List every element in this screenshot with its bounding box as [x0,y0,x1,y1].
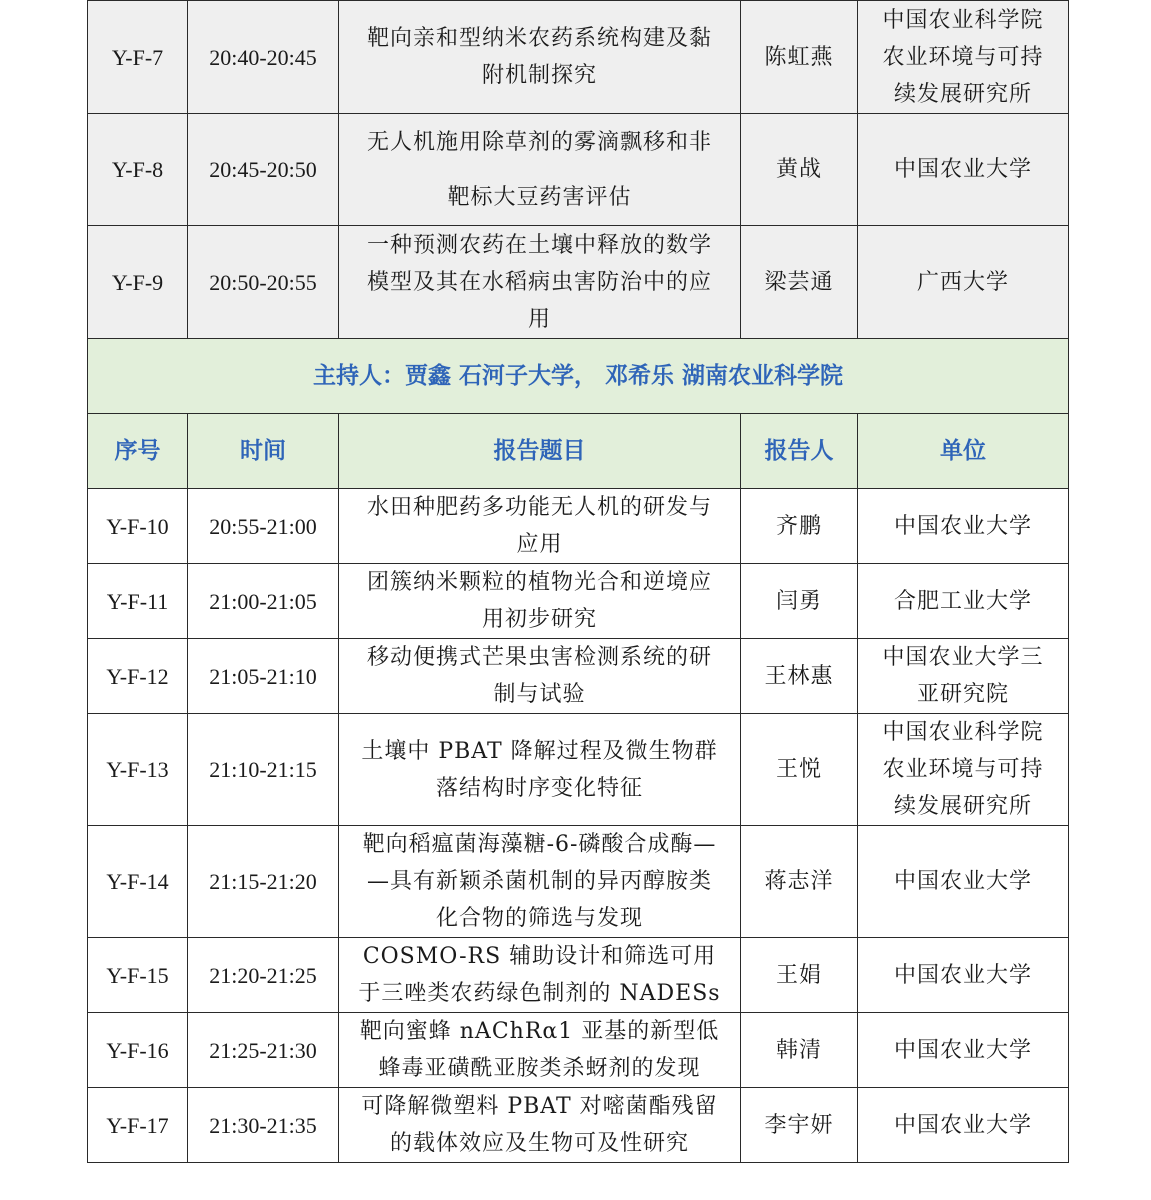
row-time: 21:05-21:10 [188,639,339,714]
table-row [88,714,1069,826]
row-title [339,938,741,1013]
row-organization [858,1013,1069,1088]
header-organization: 单位 [858,414,1069,489]
host-row [88,339,1069,414]
org-line: 农业环境与可持 [882,44,1044,70]
title-line: 靶向亲和型纳米农药系统构建及黏 [366,26,712,51]
row-number: Y-F-10 [88,489,188,564]
row-number: Y-F-12 [88,639,188,714]
title-line: COSMO-RS 辅助设计和筛选可用 [362,944,717,969]
title-line: 的载体效应及生物可及性研究 [389,1131,689,1156]
schedule-table [87,0,1069,1163]
row-number: Y-F-16 [88,1013,188,1088]
table-row [88,564,1069,639]
row-time: 21:10-21:15 [188,714,339,826]
row-title [339,639,741,714]
title-line: 移动便携式芒果虫害检测系统的研 [366,645,712,670]
title-line: 模型及其在水稻病虫害防治中的应 [366,269,712,295]
row-organization [858,226,1069,339]
row-title [339,226,741,339]
row-speaker: 王娟 [741,938,858,1013]
row-speaker: 黄战 [741,114,858,226]
row-organization [858,114,1069,226]
header-row [88,414,1069,489]
row-number: Y-F-15 [88,938,188,1013]
table-row [88,1013,1069,1088]
title-line: 蜂毒亚磺酰亚胺类杀蚜剂的发现 [378,1056,701,1081]
table-row [88,489,1069,564]
row-speaker: 齐鹏 [741,489,858,564]
org-line: 广西大学 [916,269,1009,295]
org-line: 亚研究院 [916,682,1009,707]
header-number: 序号 [88,414,188,489]
row-speaker: 陈虹燕 [741,1,858,114]
title-line: 应用 [516,532,563,557]
table-row [88,114,1069,226]
org-line: 中国农业大学 [893,157,1032,182]
title-line: 用 [527,306,551,332]
org-line: 中国农业大学 [893,513,1032,539]
row-speaker: 王林惠 [741,639,858,714]
title-line: 可降解微塑料 PBAT 对嘧菌酯残留 [361,1094,718,1119]
row-number: Y-F-11 [88,564,188,639]
row-time: 21:00-21:05 [188,564,339,639]
row-organization [858,489,1069,564]
title-line: 水田种肥药多功能无人机的研发与 [366,495,712,520]
row-organization [858,938,1069,1013]
row-number: Y-F-9 [88,226,188,339]
header-title: 报告题目 [339,414,741,489]
title-line: 化合物的筛选与发现 [435,906,643,931]
row-number: Y-F-8 [88,114,188,226]
title-line: 靶标大豆药害评估 [447,184,632,210]
row-title [339,1088,741,1163]
row-title [339,1013,741,1088]
table-row [88,1088,1069,1163]
header-speaker: 报告人 [741,414,858,489]
table-row [88,639,1069,714]
row-organization [858,564,1069,639]
title-line: 靶向稻瘟菌海藻糖-6-磷酸合成酶— [362,832,717,857]
title-line: 用初步研究 [481,607,597,632]
row-speaker: 李宇妍 [741,1088,858,1163]
org-line: 中国农业大学 [893,962,1032,988]
table-row [88,1,1069,114]
org-line: 中国农业大学三 [882,645,1044,670]
org-line: 中国农业科学院 [882,720,1044,745]
row-title [339,114,741,226]
row-number: Y-F-14 [88,826,188,938]
row-organization [858,1,1069,114]
table-row [88,226,1069,339]
row-number: Y-F-13 [88,714,188,826]
row-speaker: 梁芸通 [741,226,858,339]
title-line: 团簇纳米颗粒的植物光合和逆境应 [366,570,712,595]
row-speaker: 蒋志洋 [741,826,858,938]
row-organization [858,639,1069,714]
table-row [88,826,1069,938]
row-number: Y-F-17 [88,1088,188,1163]
row-time: 21:25-21:30 [188,1013,339,1088]
org-line: 农业环境与可持 [882,757,1044,782]
row-title [339,826,741,938]
title-line: 无人机施用除草剂的雾滴飘移和非 [366,129,712,155]
title-line: —具有新颖杀菌机制的异丙醇胺类 [366,869,712,894]
org-line: 中国农业大学 [893,869,1032,894]
row-speaker: 闫勇 [741,564,858,639]
title-line: 靶向蜜蜂 nAChRα1 亚基的新型低 [359,1019,720,1044]
row-time: 20:45-20:50 [188,114,339,226]
row-speaker: 韩清 [741,1013,858,1088]
row-title [339,564,741,639]
row-speaker: 王悦 [741,714,858,826]
row-title [339,489,741,564]
row-time: 20:40-20:45 [188,1,339,114]
org-line: 中国农业大学 [893,1112,1032,1138]
row-organization [858,1088,1069,1163]
title-line: 一种预测农药在土壤中释放的数学 [366,232,712,258]
org-line: 中国农业大学 [893,1037,1032,1063]
schedule-body [88,1,1069,1163]
title-line: 于三唑类农药绿色制剂的 NADESs [358,981,721,1006]
host-text: 主持人：贾鑫 石河子大学， 邓希乐 湖南农业科学院 [88,339,1069,414]
header-time: 时间 [188,414,339,489]
row-time: 21:30-21:35 [188,1088,339,1163]
org-line: 续发展研究所 [893,81,1032,107]
row-title [339,1,741,114]
title-line: 附机制探究 [481,63,597,88]
title-line: 落结构时序变化特征 [435,775,643,801]
org-line: 续发展研究所 [893,794,1032,819]
row-organization [858,714,1069,826]
title-line: 制与试验 [493,682,586,707]
row-time: 20:50-20:55 [188,226,339,339]
org-line: 中国农业科学院 [882,7,1044,33]
org-line: 合肥工业大学 [893,588,1032,614]
title-line: 土壤中 PBAT 降解过程及微生物群 [361,738,718,764]
row-number: Y-F-7 [88,1,188,114]
row-organization [858,826,1069,938]
row-time: 20:55-21:00 [188,489,339,564]
row-time: 21:20-21:25 [188,938,339,1013]
row-title [339,714,741,826]
table-row [88,938,1069,1013]
row-time: 21:15-21:20 [188,826,339,938]
